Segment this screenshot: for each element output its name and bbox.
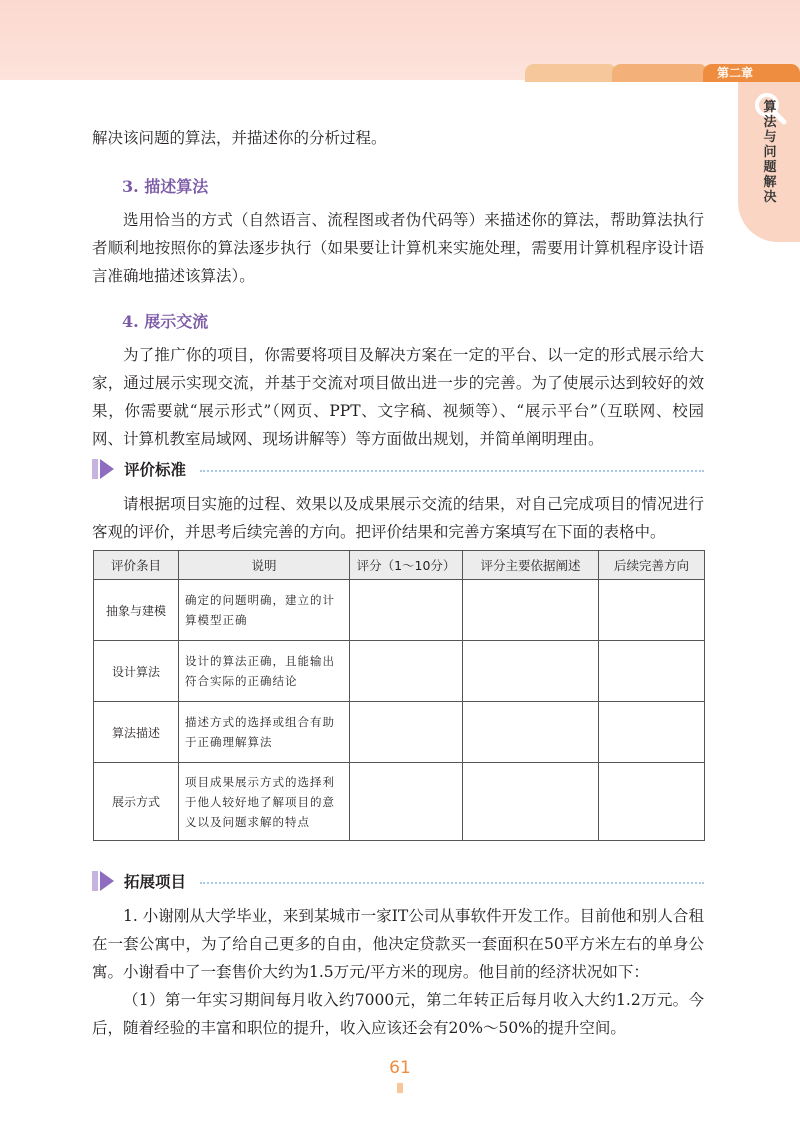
dotted-rule: [200, 882, 704, 884]
improve-cell[interactable]: [599, 702, 705, 763]
extension-title: 拓展项目: [124, 873, 187, 891]
extension-title-band: [92, 869, 704, 893]
side-chapter-title: 算法与问题解决: [763, 100, 777, 205]
improve-cell[interactable]: [599, 763, 705, 841]
score-cell[interactable]: [350, 580, 463, 641]
header-item: 评价条目: [94, 551, 179, 580]
row-desc: 项目成果展示方式的选择利于他人较好地了解项目的意义以及问题求解的特点: [179, 763, 350, 841]
evaluation-table: [93, 550, 705, 841]
table-row: [94, 702, 705, 763]
table-row: [94, 580, 705, 641]
score-cell[interactable]: [350, 763, 463, 841]
row-item: 设计算法: [94, 641, 179, 702]
header-tab-decor-2: [612, 64, 708, 82]
evaluation-intro: 请根据项目实施的过程、效果以及成果展示交流的结果，对自己完成项目的情况进行客观的评价，并思考后续完善的方向。把评价结果和完善方案填写在下面的表格中。: [92, 495, 704, 541]
table-row: [94, 763, 705, 841]
section-heading-present: 4. 展示交流: [122, 312, 209, 331]
evaluation-title: 评价标准: [124, 461, 187, 479]
chapter-tab: 第二章: [703, 64, 800, 82]
page-number-bar: [397, 1083, 403, 1093]
improve-cell[interactable]: [599, 641, 705, 702]
extension-paragraph-2: （1）第一年实习期间每月收入约7000元，第二年转正后每月收入大约1.2万元。今后，随着经验的丰富和职位的提升，收入应该还会有20%～50%的提升空间。: [92, 991, 704, 1037]
evaluation-title-band: [92, 457, 704, 481]
dotted-rule: [200, 470, 704, 472]
score-cell[interactable]: [350, 702, 463, 763]
header-tab-decor-1: [525, 64, 617, 82]
page-number: 61: [389, 1058, 411, 1078]
header-improve: 后续完善方向: [599, 551, 705, 580]
extension-paragraph-1: 1. 小谢刚从大学毕业，来到某城市一家IT公司从事软件开发工作。目前他和别人合租在一套公寓中，为了给自己更多的自由，他决定贷款买一套面积在50平方米左右的单身公寓。小谢看中了一套售价大约为1.5万元/平方米的现房。他目前的经济状况如下：: [92, 907, 704, 981]
table-header-row: [94, 551, 705, 580]
row-desc: 确定的问题明确，建立的计算模型正确: [179, 580, 350, 641]
paragraph-describe: 选用恰当的方式（自然语言、流程图或者伪代码等）来描述你的算法，帮助算法执行者顺利地按照你的算法逐步执行（如果要让计算机来实施处理，需要用计算机程序设计语言准确地描述该算法）。: [92, 211, 704, 285]
basis-cell[interactable]: [463, 763, 599, 841]
improve-cell[interactable]: [599, 580, 705, 641]
row-desc: 设计的算法正确，且能输出符合实际的正确结论: [179, 641, 350, 702]
section-arrow-icon: [92, 871, 114, 891]
paragraph-continuation: 解决该问题的算法，并描述你的分析过程。: [92, 129, 387, 147]
row-item: 算法描述: [94, 702, 179, 763]
section-heading-describe: 3. 描述算法: [122, 177, 209, 196]
table-row: [94, 641, 705, 702]
header-score: 评分（1～10分）: [350, 551, 463, 580]
score-cell[interactable]: [350, 641, 463, 702]
row-item: 展示方式: [94, 763, 179, 841]
header-basis: 评分主要依据阐述: [463, 551, 599, 580]
basis-cell[interactable]: [463, 641, 599, 702]
paragraph-present: 为了推广你的项目，你需要将项目及解决方案在一定的平台、以一定的形式展示给大家，通过展示实现交流，并基于交流对项目做出进一步的完善。为了使展示达到较好的效果，你需要就“展示形式”（网页、PPT、文字稿、视频等）、“展示平台”（互联网、校园网、计算机教室局域网、现场讲解等）等方面做出规划，并简单阐明理由。: [92, 346, 704, 448]
basis-cell[interactable]: [463, 702, 599, 763]
header-desc: 说明: [179, 551, 350, 580]
basis-cell[interactable]: [463, 580, 599, 641]
section-arrow-icon: [92, 459, 114, 479]
row-item: 抽象与建模: [94, 580, 179, 641]
row-desc: 描述方式的选择或组合有助于正确理解算法: [179, 702, 350, 763]
